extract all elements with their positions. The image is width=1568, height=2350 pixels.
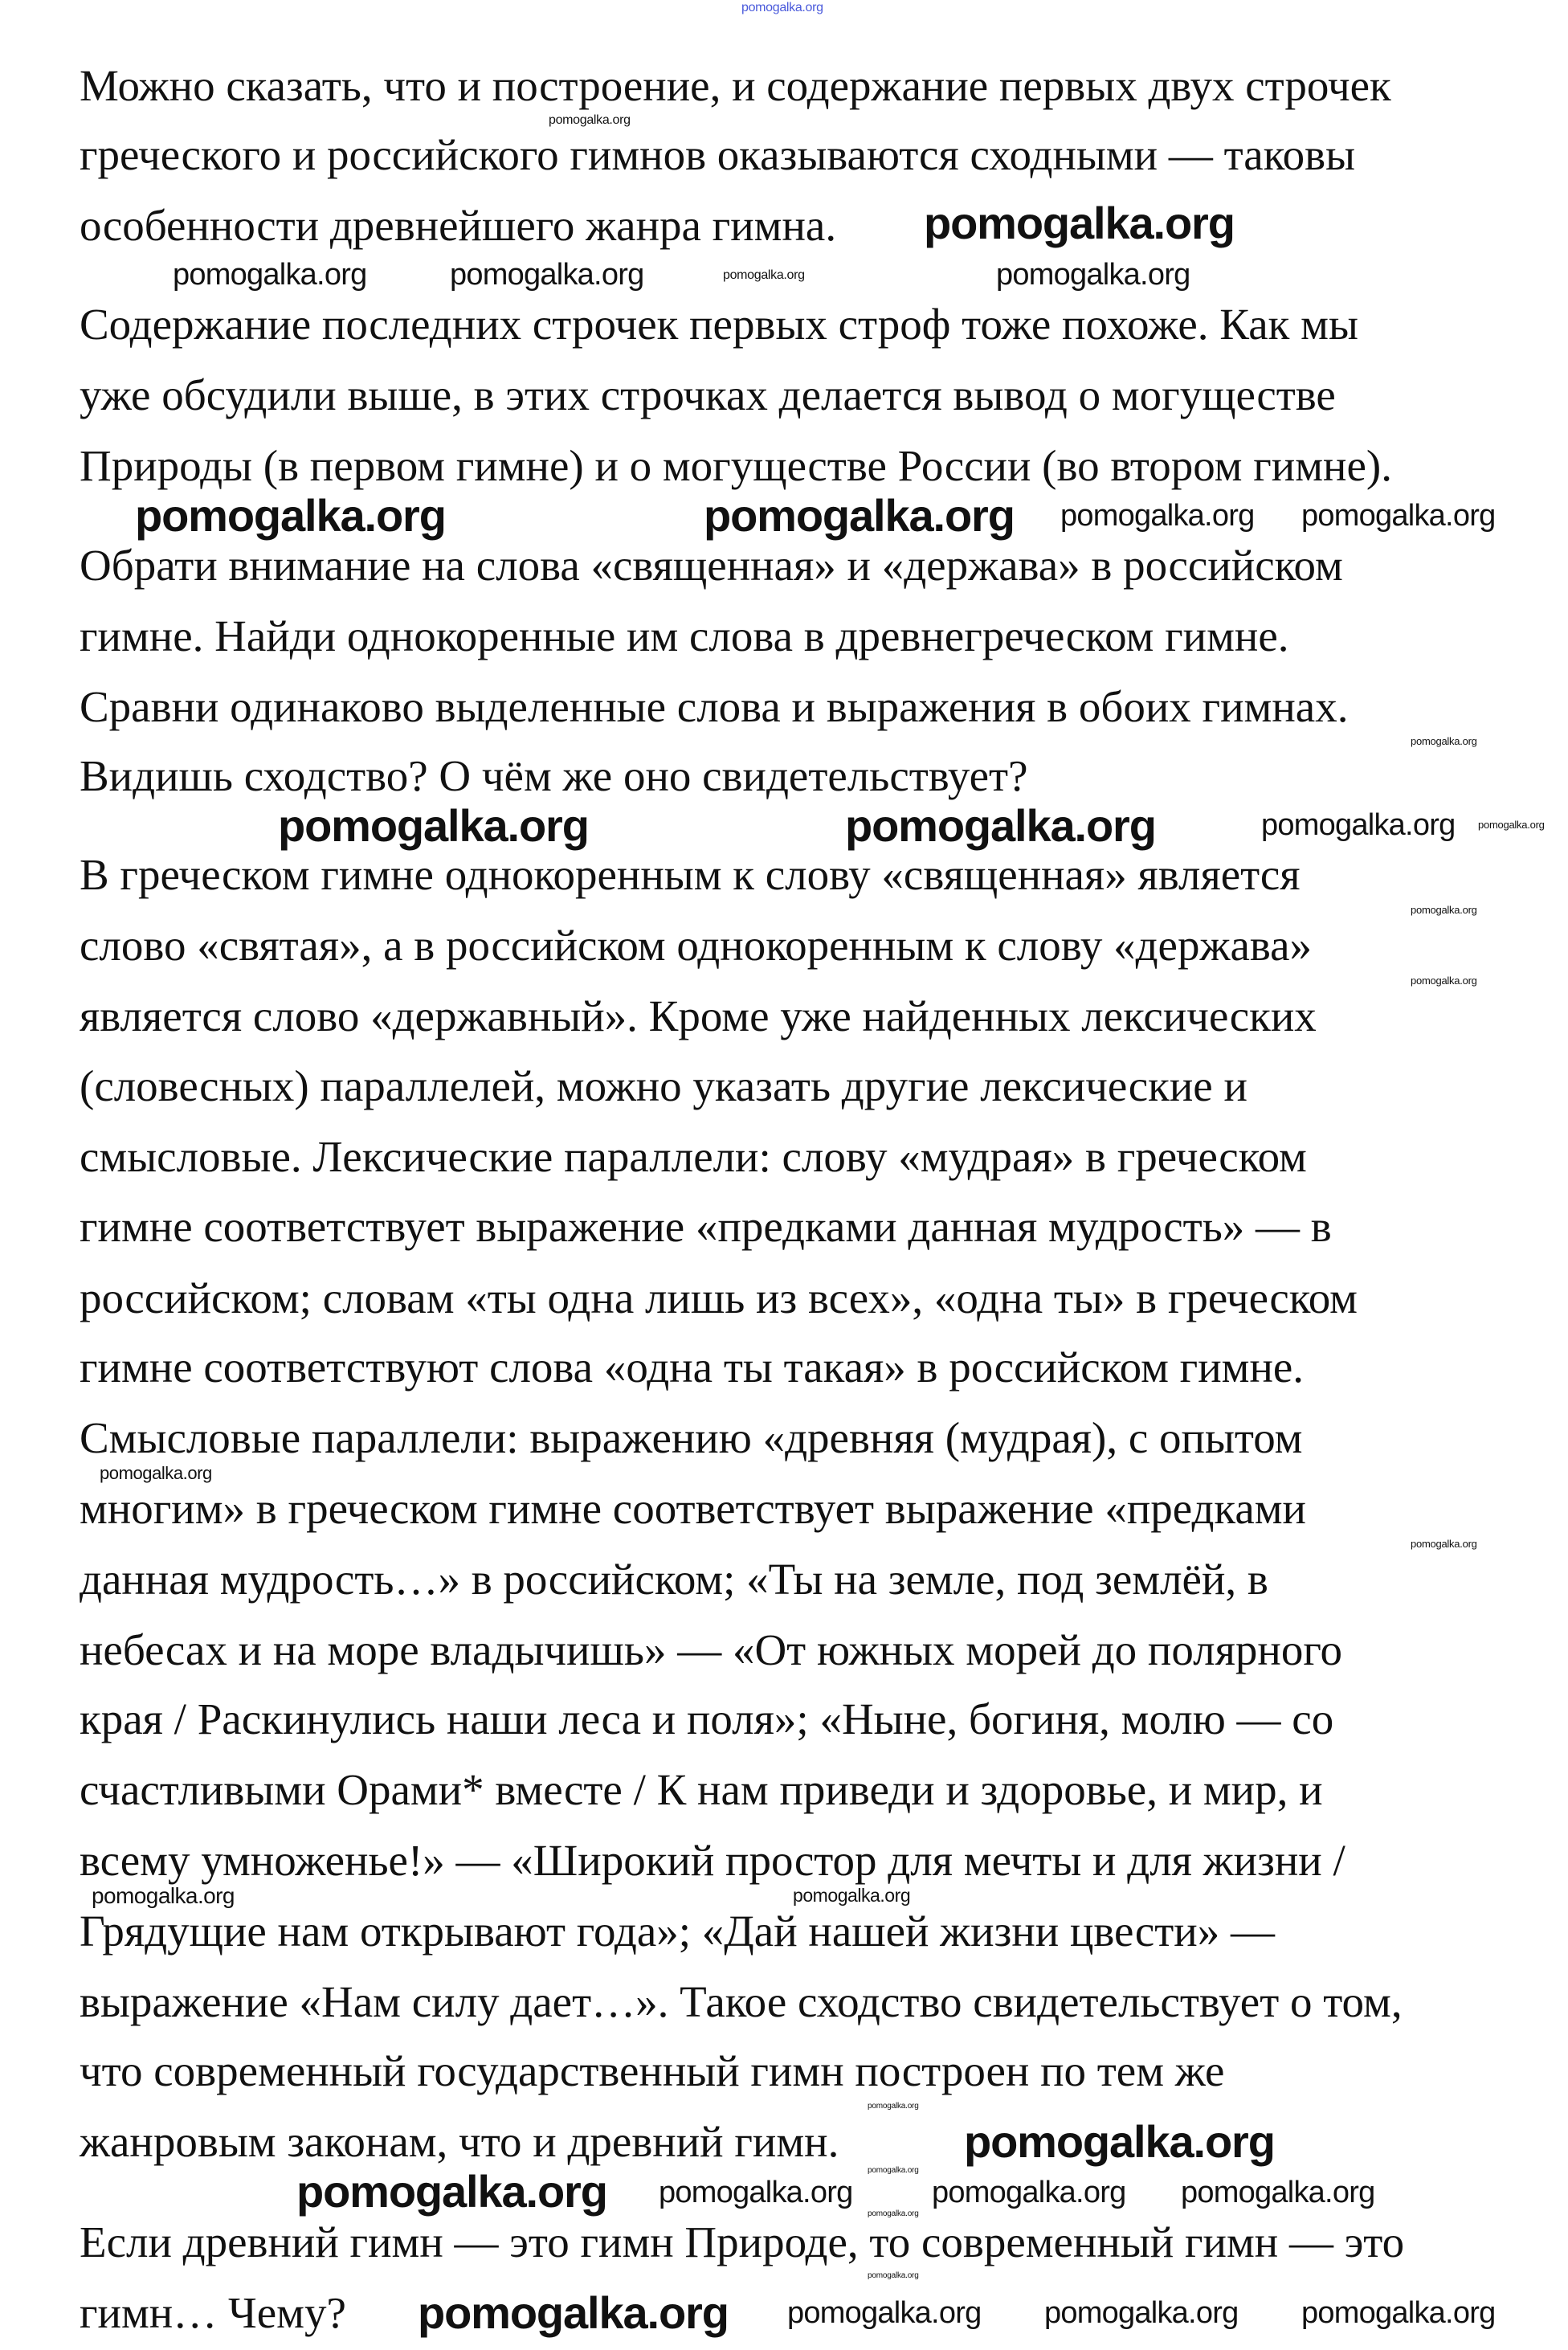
text-line: является слово «державный». Кроме уже найденных лексических <box>80 991 1317 1040</box>
watermark: pomogalka.org <box>964 2116 1275 2167</box>
watermark: pomogalka.org <box>1411 1538 1477 1550</box>
watermark: pomogalka.org <box>278 800 589 851</box>
watermark: pomogalka.org <box>450 258 644 292</box>
watermark: pomogalka.org <box>1411 735 1477 747</box>
watermark: pomogalka.org <box>92 1883 235 1908</box>
text-line: счастливыми Орами* вместе / К нам приведи и здоровье, и мир, и <box>80 1765 1323 1814</box>
text-line: Обрати внимание на слова «священная» и «держава» в российском <box>80 541 1343 590</box>
text-line: Смысловые параллели: выражению «древняя (мудрая), с опытом <box>80 1413 1303 1462</box>
watermark: pomogalka.org <box>704 490 1015 541</box>
watermark: pomogalka.org <box>868 2271 919 2280</box>
watermark: pomogalka.org <box>1301 499 1496 533</box>
text-line: (словесных) параллелей, можно указать другие лексические и <box>80 1061 1247 1110</box>
text-line: Можно сказать, что и построение, и содержание первых двух строчек <box>80 61 1391 110</box>
watermark: pomogalka.org <box>1411 904 1477 916</box>
text-line: гимне соответствует выражение «предками данная мудрость» — в <box>80 1202 1332 1251</box>
text-line: гимн… Чему? <box>80 2288 346 2337</box>
watermark: pomogalka.org <box>418 2287 729 2338</box>
watermark: pomogalka.org <box>787 2296 982 2330</box>
text-line: Природы (в первом гимне) и о могуществе России (во втором гимне). <box>80 441 1392 490</box>
text-line: выражение «Нам силу дает…». Такое сходство свидетельствует о том, <box>80 1977 1403 2026</box>
text-line: многим» в греческом гимне соответствует выражение «предками <box>80 1484 1306 1533</box>
text-line: данная мудрость…» в российском; «Ты на земле, под землёй, в <box>80 1555 1268 1604</box>
text-line: особенности древнейшего жанра гимна. <box>80 201 837 250</box>
text-line: В греческом гимне однокоренным к слову «священная» является <box>80 850 1301 899</box>
watermark: pomogalka.org <box>1181 2176 1375 2209</box>
watermark: pomogalka.org <box>741 1 823 14</box>
watermark: pomogalka.org <box>1044 2296 1239 2330</box>
watermark: pomogalka.org <box>868 2209 919 2218</box>
text-line: Грядущие нам открывают года»; «Дай нашей жизни цвести» — <box>80 1907 1275 1956</box>
watermark: pomogalka.org <box>100 1463 212 1483</box>
text-line: Видишь сходство? О чём же оно свидетельствует? <box>80 751 1028 800</box>
text-line: российском; словам «ты одна лишь из всех», «одна ты» в греческом <box>80 1273 1358 1322</box>
watermark: pomogalka.org <box>1478 819 1545 831</box>
text-line: греческого и российского гимнов оказываются сходными — таковы <box>80 130 1356 179</box>
watermark: pomogalka.org <box>659 2176 853 2209</box>
text-line: слово «святая», а в российском однокоренным к слову «держава» <box>80 921 1313 970</box>
text-line: смысловые. Лексические параллели: слову «мудрая» в греческом <box>80 1132 1307 1181</box>
text-line: жанровым законам, что и древний гимн. <box>80 2117 839 2166</box>
text-line: Если древний гимн — это гимн Природе, то современный гимн — это <box>80 2217 1405 2266</box>
text-line: края / Раскинулись наши леса и поля»; «Ныне, богиня, молю — со <box>80 1694 1334 1743</box>
text-line: что современный государственный гимн построен по тем же <box>80 2046 1225 2095</box>
text-line: гимне. Найди однокоренные им слова в древнегреческом гимне. <box>80 611 1289 660</box>
watermark: pomogalka.org <box>1301 2296 1496 2330</box>
watermark: pomogalka.org <box>932 2176 1126 2209</box>
text-line: небесах и на море владычишь» — «От южных морей до полярного <box>80 1625 1343 1674</box>
watermark: pomogalka.org <box>868 2102 919 2111</box>
watermark: pomogalka.org <box>1261 808 1456 842</box>
watermark: pomogalka.org <box>296 2166 607 2217</box>
watermark: pomogalka.org <box>845 800 1156 851</box>
text-line: Содержание последних строчек первых строф тоже похоже. Как мы <box>80 300 1358 349</box>
text-line: Сравни одинаково выделенные слова и выражения в обоих гимнах. <box>80 682 1349 731</box>
watermark: pomogalka.org <box>996 258 1190 292</box>
watermark: pomogalka.org <box>793 1885 911 1906</box>
watermark: pomogalka.org <box>173 258 367 292</box>
text-line: всему умноженье!» — «Широкий простор для мечты и для жизни / <box>80 1836 1345 1885</box>
watermark: pomogalka.org <box>135 490 446 541</box>
text-line: гимне соответствуют слова «одна ты такая» в российском гимне. <box>80 1343 1305 1392</box>
watermark: pomogalka.org <box>723 268 805 282</box>
text-line: уже обсудили выше, в этих строчках делается вывод о могуществе <box>80 370 1336 419</box>
watermark: pomogalka.org <box>924 198 1235 248</box>
watermark: pomogalka.org <box>549 113 631 127</box>
watermark: pomogalka.org <box>1060 499 1255 533</box>
watermark: pomogalka.org <box>868 2166 919 2175</box>
watermark: pomogalka.org <box>1411 975 1477 987</box>
